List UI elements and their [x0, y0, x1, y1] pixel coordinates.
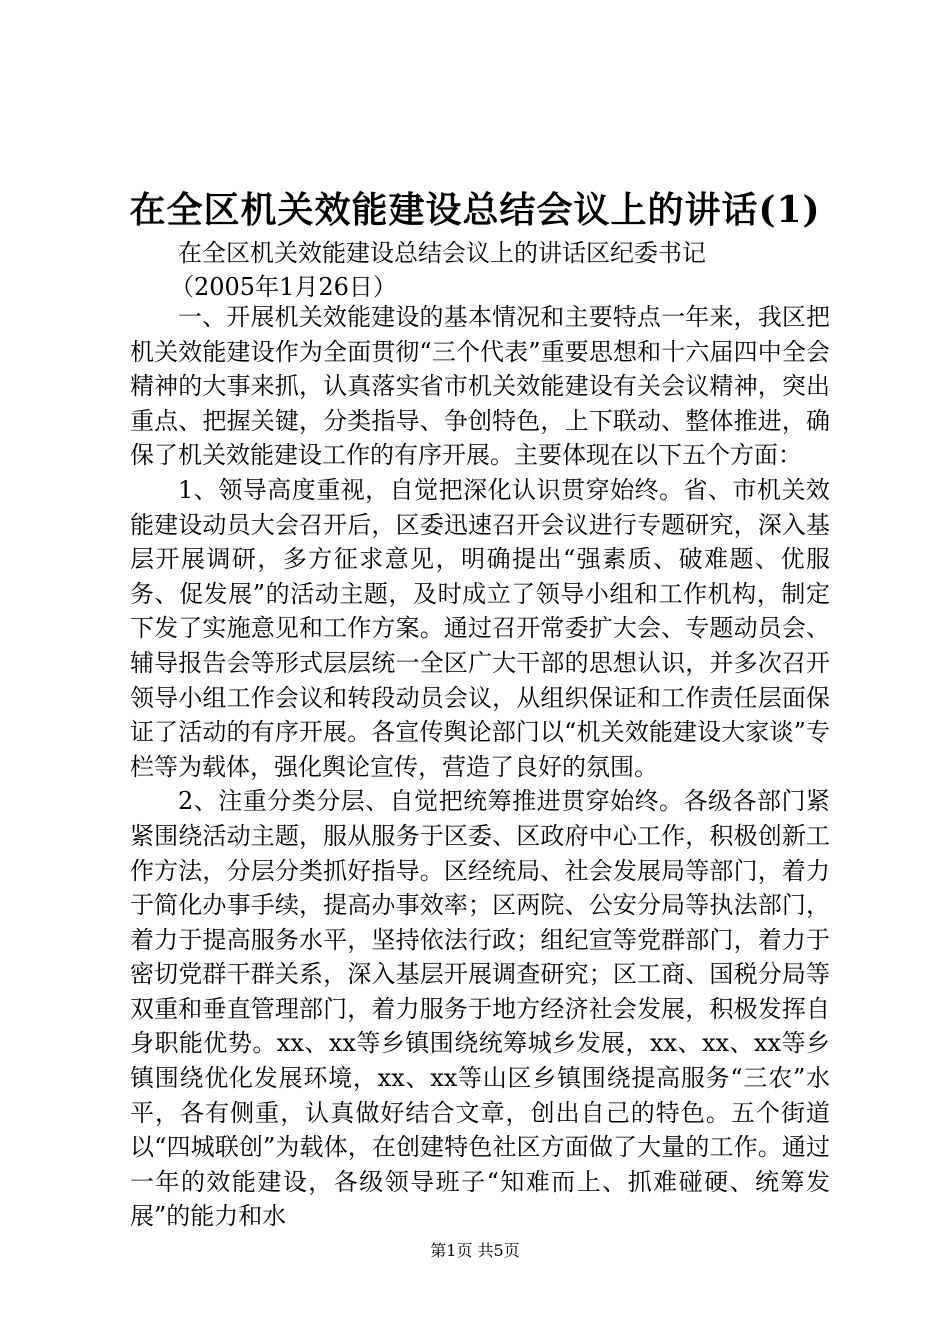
paragraph-overview: 一、开展机关效能建设的基本情况和主要特点一年来，我区把机关效能建设作为全面贯彻“三个代表”重要思想和十六届四中全会精神的大事来抓，认真落实省市机关效能建设有关会议精神，突出重点、把握关键，分类指导、争创特色，上下联动、整体推进，确保了机关效能建设工作的有序开展。主要体现在以下五个方面：	[130, 303, 830, 470]
document-body	[130, 300, 830, 1234]
paragraph-point-2: 2、注重分类分层、自觉把统筹推进贯穿始终。各级各部门紧紧围绕活动主题，服从服务于区委、区政府中心工作，积极创新工作方法，分层分类抓好指导。区经统局、社会发展局等部门，着力于简化办事手续，提高办事效率；区两院、公安分局等执法部门，着力于提高服务水平，坚持依法行政；组纪宣等党群部门，着力于密切党群干群关系，深入基层开展调查研究；区工商、国税分局等双重和垂直管理部门，着力服务于地方经济社会发展，积极发挥自身职能优势。xx、xx等乡镇围绕统筹城乡发展，xx、xx、xx等乡镇围绕优化发展环境，xx、xx等山区乡镇围绕提高服务“三农”水平，各有侧重，认真做好结合文章，创出自己的特色。五个街道以“四城联创”为载体，在创建特色社区方面做了大量的工作。通过一年的效能建设，各级领导班子“知难而上、抓难碰硬、统筹发展”的能力和水	[130, 787, 830, 1231]
page-number-footer: 第1页 共5页	[430, 1241, 520, 1260]
subtitle-date-line: （2005年1月26日）	[170, 273, 397, 301]
paragraph-point-1: 1、领导高度重视，自觉把深化认识贯穿始终。省、市机关效能建设动员大会召开后，区委迅速召开会议进行专题研究，深入基层开展调研，多方征求意见，明确提出“强素质、破难题、优服务、促发展”的活动主题，及时成立了领导小组和工作机构，制定下发了实施意见和工作方案。通过召开常委扩大会、专题动员会、辅导报告会等形式层层统一全区广大干部的思想认识，并多次召开领导小组工作会议和转段动员会议，从组织保证和工作责任层面保证了活动的有序开展。各宣传舆论部门以“机关效能建设大家谈”专栏等为载体，强化舆论宣传，营造了良好的氛围。	[130, 475, 830, 781]
document-title: 在全区机关效能建设总结会议上的讲话(1)	[129, 189, 821, 231]
subtitle-speaker-line: 在全区机关效能建设总结会议上的讲话区纪委书记	[178, 239, 706, 267]
document-subtitle	[130, 236, 830, 304]
